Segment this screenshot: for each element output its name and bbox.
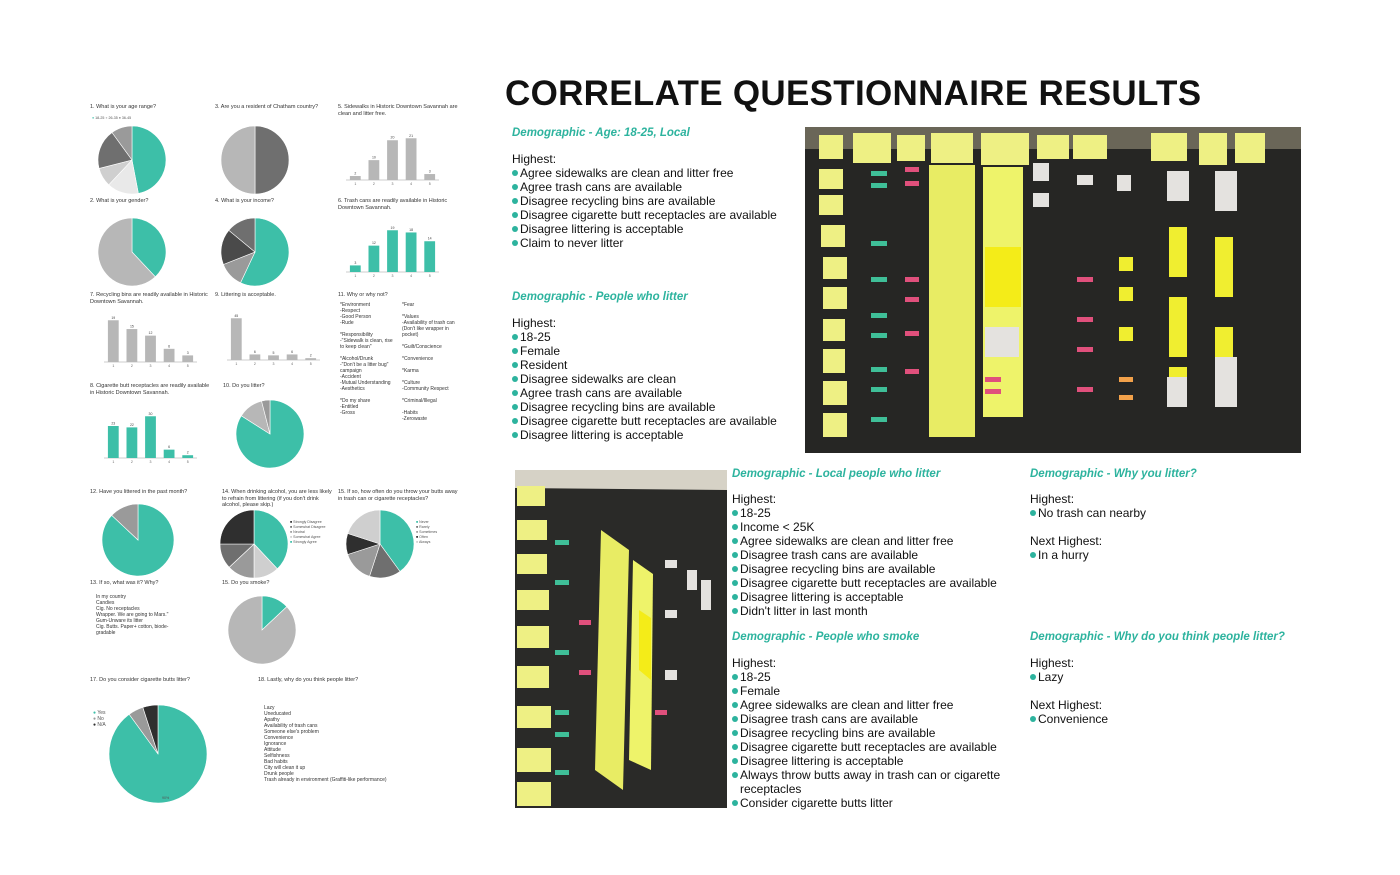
q7-value-label: 3: [186, 350, 189, 355]
list-item: Agree sidewalks are clean and litter free: [732, 698, 1022, 712]
section-smoke-heading: Demographic - People who smoke: [732, 631, 920, 643]
section-people-litter-list: [512, 330, 802, 442]
q8-bar-4: [164, 450, 175, 458]
q9-value-label: 2: [309, 353, 312, 358]
q6-value-label: 12: [371, 241, 376, 246]
q18-title: 18. Lastly, why do you think people litter?: [258, 677, 359, 683]
q9-bar-3: [268, 355, 279, 360]
section-why-litter-heading: Demographic - Why you litter?: [1030, 468, 1197, 480]
q6-bar-chart: [338, 218, 443, 284]
q9-tick-label: 3: [272, 362, 275, 366]
list-item: Disagree littering is acceptable: [732, 754, 1022, 768]
section-why-people: [1030, 656, 1280, 726]
q6-tick-label: 1: [354, 274, 357, 278]
q1-slice-18-25: [132, 126, 166, 193]
q6-value-label: 14: [427, 236, 432, 241]
q15if-pie-chart: [344, 508, 416, 580]
q7-value-label: 15: [129, 324, 134, 329]
q8-bar-1: [108, 426, 119, 458]
q18-answers: Lazy Uneducated Apathy Availability of trash cans Someone else's problem Convenience Ignorance Attitude Selfishness Bad habits City will clean it up Drunk people Trash already in environment (Graffiti-like performance): [264, 705, 387, 783]
q5-tick-label: 4: [410, 182, 413, 186]
q9-tick-label: 4: [291, 362, 294, 366]
q4-pie-chart: [219, 216, 291, 288]
section-local-litter-heading: Demographic - Local people who litter: [732, 468, 941, 480]
q3-pie-chart: [219, 124, 291, 196]
q5-tick-label: 2: [372, 182, 375, 186]
list-item: Consider cigarette butts litter: [732, 796, 1022, 810]
list-item: Disagree trash cans are available: [732, 548, 1022, 562]
q13-title: 13. If so, what was it? Why?: [90, 580, 159, 586]
q9-bar-chart: [219, 306, 324, 372]
q7-tick-label: 4: [168, 364, 171, 368]
section-age-local-list: [512, 166, 802, 250]
q14-pie-chart: [218, 508, 290, 580]
q12-pie-chart: [100, 500, 180, 580]
q8-value-label: 30: [148, 411, 153, 416]
q6-tick-label: 4: [410, 274, 413, 278]
q8-tick-label: 4: [168, 460, 171, 464]
q6-bar-4: [406, 232, 417, 272]
list-item: Disagree cigarette butt receptacles are available: [732, 740, 1022, 754]
list-item: Disagree littering is acceptable: [512, 428, 802, 442]
section-people-litter-highest-label: Highest:: [512, 316, 557, 330]
q6-bar-5: [424, 241, 435, 272]
list-item: Convenience: [1030, 712, 1280, 726]
section-smoke-list: [732, 670, 1022, 810]
section-local-litter-highest-label: Highest:: [732, 492, 777, 506]
q6-value-label: 18: [409, 227, 414, 232]
list-item: Disagree recycling bins are available: [732, 726, 1022, 740]
list-item: Disagree recycling bins are available: [512, 194, 802, 208]
list-item: Claim to never litter: [512, 236, 802, 250]
q7-bar-chart: [96, 308, 201, 374]
q7-value-label: 6: [168, 344, 171, 349]
q8-tick-label: 5: [186, 460, 189, 464]
q8-tick-label: 1: [112, 460, 115, 464]
q6-tick-label: 3: [391, 274, 394, 278]
q6-tick-label: 5: [428, 274, 431, 278]
q7-bar-2: [127, 329, 138, 362]
q5-tick-label: 1: [354, 182, 357, 186]
list-item: Disagree cigarette butt receptacles are available: [512, 414, 802, 428]
q8-bar-2: [127, 427, 138, 458]
q5-bar-4: [406, 138, 417, 180]
q5-bar-5: [424, 174, 435, 180]
sticky-notes-photo-1: [805, 127, 1301, 453]
q5-tick-label: 5: [428, 182, 431, 186]
list-item: Agree sidewalks are clean and litter free: [732, 534, 1022, 548]
q17-value-label: 90%: [162, 796, 170, 800]
q9-bar-4: [287, 354, 298, 360]
page-title: CORRELATE QUESTIONNAIRE RESULTS: [505, 74, 1202, 113]
section-people-litter-heading: Demographic - People who litter: [512, 291, 688, 303]
q9-bar-2: [250, 354, 261, 360]
q8-tick-label: 3: [149, 460, 152, 464]
q17-pie-chart: [108, 704, 208, 804]
section-age-local: [512, 152, 802, 250]
q5-bar-3: [387, 140, 398, 180]
q15-title: 15. Do you smoke?: [222, 580, 270, 586]
q7-bar-4: [164, 349, 175, 362]
q8-value-label: 2: [186, 450, 189, 455]
q7-bar-3: [145, 336, 156, 362]
q14-title: 14. When drinking alcohol, you are less likely to refrain from littering (if you don't drink alcohol, please skip.): [222, 489, 332, 508]
section-why-people-highest-label: Highest:: [1030, 656, 1075, 670]
q6-tick-label: 2: [372, 274, 375, 278]
q14-slice-strongly-agree: [220, 510, 254, 544]
q8-bar-chart: [96, 404, 201, 470]
list-item: Disagree cigarette butt receptacles are available: [732, 576, 1022, 590]
q2-title: 2. What is your gender?: [90, 198, 149, 204]
q2-pie-chart: [96, 216, 168, 288]
q15-pie-chart: [226, 594, 298, 666]
list-item: Disagree recycling bins are available: [512, 400, 802, 414]
q12-title: 12. Have you littered in the past month?: [90, 489, 188, 495]
q9-value-label: 5: [272, 350, 275, 355]
q11-title: 11. Why or why not?: [338, 292, 388, 298]
q8-bar-3: [145, 416, 156, 458]
q7-bar-5: [182, 355, 193, 362]
q9-tick-label: 5: [309, 362, 312, 366]
q7-tick-label: 2: [130, 364, 133, 368]
q5-bar-chart: [338, 126, 443, 192]
list-item: Female: [732, 684, 1022, 698]
q8-value-label: 23: [111, 421, 116, 426]
list-item: Disagree littering is acceptable: [512, 222, 802, 236]
q8-value-label: 22: [129, 422, 134, 427]
q9-bar-1: [231, 318, 242, 360]
q11-reasons-col2: *Fear *Values -Availability of trash can (Don't like wrapper in pocket) *Guilt/Conscience *Convenience *Karma *Culture -Community Respect *Criminal/Illegal -Habits -Zerowaste: [402, 302, 455, 422]
q6-title: 6. Trash cans are readily available in Historic Downtown Savannah.: [338, 198, 448, 211]
q9-value-label: 6: [253, 349, 256, 354]
q5-value-label: 10: [371, 155, 376, 160]
sticky-notes-photo-2: [515, 470, 727, 808]
section-why-litter-highest-label: Highest:: [1030, 492, 1075, 506]
list-item: Lazy: [1030, 670, 1280, 684]
q5-title: 5. Sidewalks in Historic Downtown Savannah are clean and litter free.: [338, 104, 458, 117]
q9-bar-5: [305, 358, 316, 360]
section-age-local-highest-label: Highest:: [512, 152, 557, 166]
q1-pie-chart: [96, 124, 168, 196]
q7-value-label: 19: [111, 315, 116, 320]
q11-reasons-col1: *Environment -Respect -Good Person -Rude *Responsibility -"Sidewalk is clean, rise to keep clean" *Alcohol/Drunk -"Don't be a litter bug" campaign -Accident -Mutual Understanding -Aesthetics *Do my share -Entitled -Gross: [340, 302, 393, 416]
q15if-title: 15. If so, how often do you throw your butts away in trash can or cigarette receptacles?: [338, 489, 458, 502]
list-item: Disagree littering is acceptable: [732, 590, 1022, 604]
q5-value-label: 20: [390, 135, 395, 140]
q7-tick-label: 3: [149, 364, 152, 368]
q7-tick-label: 5: [186, 364, 189, 368]
q1-legend: ● 18-25 ● 26-35 ● 36-45: [92, 116, 132, 120]
q6-value-label: 19: [390, 225, 395, 230]
q4-title: 4. What is your income?: [215, 198, 274, 204]
list-item: Disagree cigarette butt receptacles are available: [512, 208, 802, 222]
q17-title: 17. Do you consider cigarette butts litter?: [90, 677, 190, 683]
list-item: Female: [512, 344, 802, 358]
section-local-litter: [732, 492, 1022, 618]
q5-value-label: 2: [354, 171, 357, 176]
list-item: Disagree sidewalks are clean: [512, 372, 802, 386]
list-item: Resident: [512, 358, 802, 372]
q5-value-label: 3: [428, 169, 431, 174]
q3-slice-yes: [255, 126, 289, 194]
q7-bar-1: [108, 320, 119, 362]
q9-tick-label: 1: [235, 362, 238, 366]
list-item: In a hurry: [1030, 548, 1280, 562]
q6-bar-1: [350, 265, 361, 272]
list-item: 18-25: [512, 330, 802, 344]
q17-legend: ● Yes ● No ● N/A: [93, 710, 106, 728]
list-item: Agree trash cans are available: [512, 180, 802, 194]
list-item: No trash can nearby: [1030, 506, 1280, 520]
section-why-people-next-label: Next Highest:: [1030, 698, 1103, 712]
q6-bar-2: [369, 246, 380, 272]
q8-title: 8. Cigarette butt receptacles are readily available in Historic Downtown Savannah.: [90, 383, 210, 396]
list-item: Disagree trash cans are available: [732, 712, 1022, 726]
q6-value-label: 3: [354, 260, 357, 265]
list-item: Agree trash cans are available: [512, 386, 802, 400]
list-item: Disagree recycling bins are available: [732, 562, 1022, 576]
section-why-litter: [1030, 492, 1280, 562]
section-smoke: [732, 656, 1022, 810]
list-item: Didn't litter in last month: [732, 604, 1022, 618]
q9-title: 9. Littering is acceptable.: [215, 292, 276, 298]
section-why-people-heading: Demographic - Why do you think people litter?: [1030, 631, 1285, 643]
section-why-litter-next-label: Next Highest:: [1030, 534, 1103, 548]
list-item: Income < 25K: [732, 520, 1022, 534]
section-people-litter: [512, 316, 802, 442]
q7-value-label: 12: [148, 331, 153, 336]
q5-tick-label: 3: [391, 182, 394, 186]
q5-bar-1: [350, 176, 361, 180]
q14-legend: ■ Strongly Disagree ■ Somewhat Disagree ■ Neutral ■ Somewhat Agree ■ Strongly Agree: [290, 520, 326, 544]
list-item: 18-25: [732, 506, 1022, 520]
q6-bar-3: [387, 230, 398, 272]
list-item: 18-25: [732, 670, 1022, 684]
q15if-legend: ■ Never ■ Rarely ■ Sometimes ■ Often ■ Always: [416, 520, 438, 544]
q3-slice-no: [221, 126, 255, 194]
list-item: Agree sidewalks are clean and litter free: [512, 166, 802, 180]
q7-title: 7. Recycling bins are readily available in Historic Downtown Savannah.: [90, 292, 208, 305]
q5-bar-2: [369, 160, 380, 180]
q10-pie-chart: [230, 392, 310, 472]
section-local-litter-list: [732, 506, 1022, 618]
q13-answers: In my country Candies Cig. No receptacles Wrapper. We are going to Mars." Gum-Unware its litter Cig. Butts. Paper+ cotton, biode- gradable: [96, 594, 169, 636]
section-age-local-heading: Demographic - Age: 18-25, Local: [512, 127, 690, 139]
q9-value-label: 6: [291, 349, 294, 354]
q5-value-label: 21: [409, 133, 414, 138]
q9-value-label: 45: [234, 313, 239, 318]
q8-tick-label: 2: [130, 460, 133, 464]
q10-title: 10. Do you litter?: [223, 383, 265, 389]
q9-tick-label: 2: [253, 362, 256, 366]
list-item: Always throw butts away in trash can or cigarette receptacles: [732, 768, 1022, 796]
q1-title: 1. What is your age range?: [90, 104, 157, 110]
q7-tick-label: 1: [112, 364, 115, 368]
section-smoke-highest-label: Highest:: [732, 656, 777, 670]
q8-bar-5: [182, 455, 193, 458]
q3-title: 3. Are you a resident of Chatham country?: [215, 104, 319, 110]
q8-value-label: 6: [168, 445, 171, 450]
